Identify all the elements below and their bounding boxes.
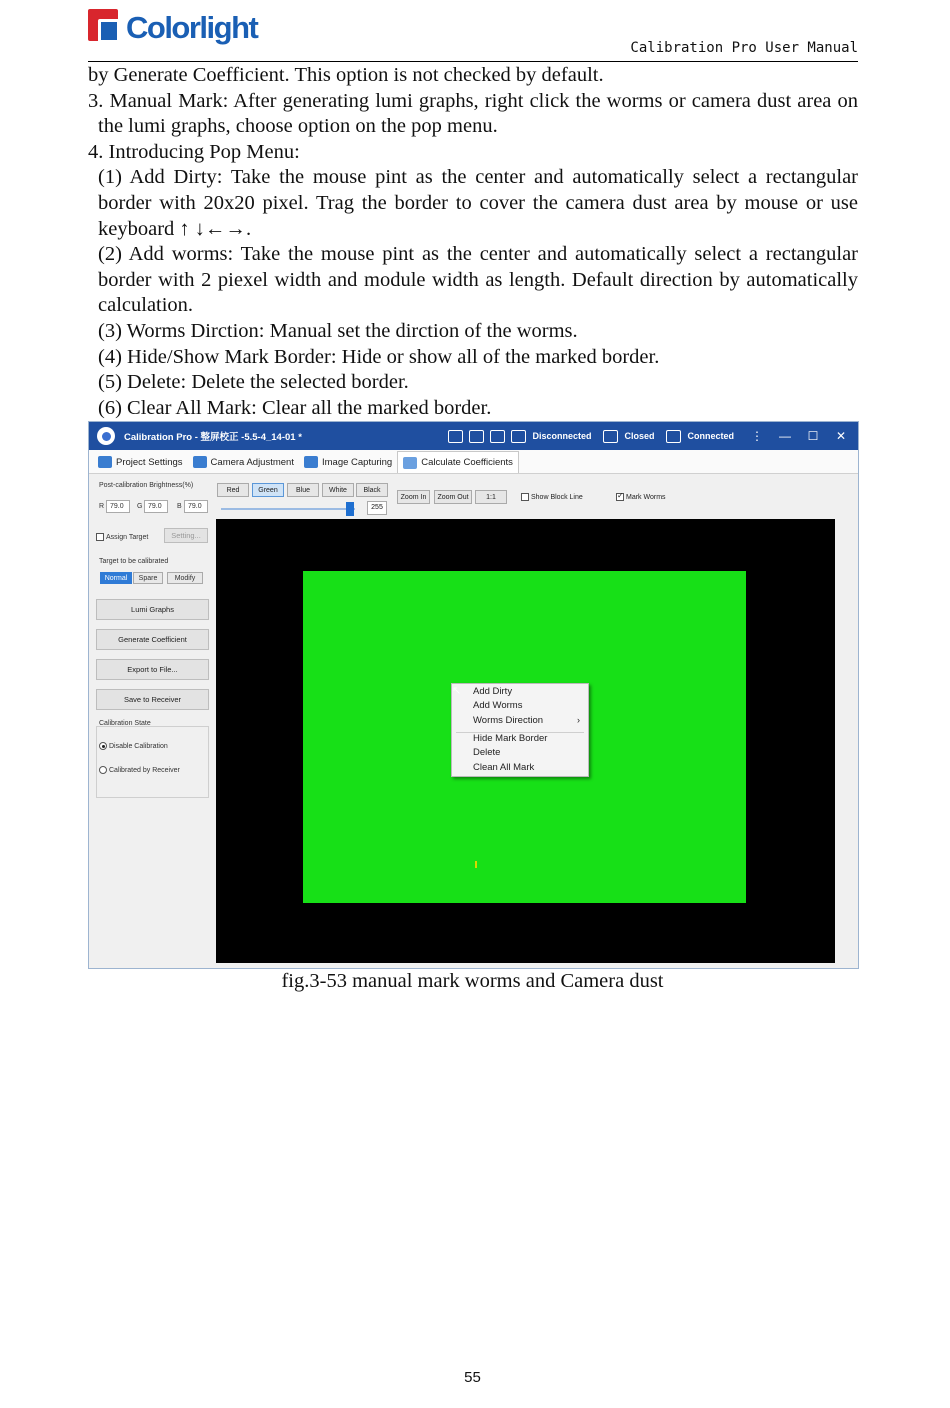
- left-panel: [94, 478, 208, 798]
- gear-icon: [98, 456, 112, 468]
- camera-adjust-icon: [193, 456, 207, 468]
- camera-icon[interactable]: [511, 430, 526, 443]
- color-red-button[interactable]: Red: [217, 483, 249, 497]
- body-text: [88, 63, 858, 421]
- mark-worms-checkbox[interactable]: ✓ Mark Worms: [616, 493, 666, 501]
- slider-value-field[interactable]: 255: [367, 501, 387, 515]
- g-value-field[interactable]: 79.0: [144, 500, 168, 513]
- header-divider: [88, 61, 858, 62]
- target-modify[interactable]: Modify: [167, 572, 203, 584]
- export-to-file-button[interactable]: Export to File...: [96, 659, 209, 680]
- color-black-button[interactable]: Black: [356, 483, 388, 497]
- port-status: Closed: [624, 431, 655, 441]
- running-header-title: Calibration Pro User Manual: [630, 40, 858, 56]
- folder-open-icon[interactable]: [469, 430, 484, 443]
- b-label: B: [177, 503, 182, 510]
- paragraph-1: by Generate Coefficient. This option is not checked by default.: [88, 64, 604, 86]
- menu-delete[interactable]: Delete: [473, 747, 501, 758]
- colorlight-logo: [88, 8, 257, 48]
- menu-hide-mark-border[interactable]: Hide Mark Border: [473, 733, 548, 744]
- brightness-slider-handle[interactable]: [346, 502, 354, 516]
- zoom-out-button[interactable]: Zoom Out: [434, 490, 472, 504]
- calculate-icon: [403, 457, 417, 469]
- close-button[interactable]: ✕: [835, 429, 847, 443]
- paragraph-3: 4. Introducing Pop Menu:: [88, 140, 300, 163]
- paragraph-8: (5) Delete: Delete the selected border.: [98, 371, 409, 394]
- target-normal[interactable]: Normal: [100, 572, 132, 584]
- mouse-cursor-icon: ↖: [452, 685, 462, 697]
- paragraph-2: 3. Manual Mark: After generating lumi graphs, right click the worms or camera dust area on the lumi graphs, choose option on the pop menu.: [88, 89, 858, 138]
- window-titlebar: [89, 422, 858, 450]
- image-icon: [304, 456, 318, 468]
- brightness-label: Post-calibration Brightness(%): [99, 482, 194, 489]
- main-tabs: [89, 450, 858, 474]
- page-number: 55: [464, 1369, 481, 1386]
- ratio-1-1-button[interactable]: 1:1: [475, 490, 507, 504]
- generate-coefficient-button[interactable]: Generate Coefficient: [96, 629, 209, 650]
- paragraph-5: (2) Add worms: Take the mouse pint as the center and automatically select a rectangular border with 2 piexel width and module width as length. Default direction by automatically calculation.: [98, 243, 858, 317]
- chevron-right-icon: ›: [577, 715, 580, 725]
- zoom-in-button[interactable]: Zoom In: [397, 490, 430, 504]
- target-spare[interactable]: Spare: [133, 572, 163, 584]
- window-title: Calibration Pro - 整屏校正 -5.5-4_14-01 *: [124, 432, 302, 443]
- logo-text: Colorlight: [126, 10, 258, 45]
- paragraph-7: (4) Hide/Show Mark Border: Hide or show all of the marked border.: [98, 345, 660, 368]
- maximize-button[interactable]: ☐: [807, 429, 819, 443]
- menu-worms-direction[interactable]: Worms Direction: [473, 715, 544, 726]
- camera-status: Disconnected: [532, 431, 592, 441]
- colorlight-logo-icon: [88, 9, 124, 47]
- color-green-button[interactable]: Green: [252, 483, 284, 497]
- r-value-field[interactable]: 79.0: [106, 500, 130, 513]
- minimize-button[interactable]: —: [779, 429, 791, 443]
- setting-button[interactable]: Setting...: [164, 528, 208, 543]
- assign-target-checkbox[interactable]: Assign Target: [96, 533, 148, 541]
- app-screenshot: [88, 421, 859, 969]
- calibrated-by-receiver-radio[interactable]: Calibrated by Receiver: [99, 766, 180, 774]
- color-white-button[interactable]: White: [322, 483, 354, 497]
- lumi-graphs-button[interactable]: Lumi Graphs: [96, 599, 209, 620]
- g-label: G: [137, 503, 143, 510]
- tab-camera-adjustment[interactable]: Camera Adjustment: [188, 451, 299, 473]
- document-icon[interactable]: [448, 430, 463, 443]
- show-block-line-checkbox[interactable]: Show Block Line: [521, 493, 583, 501]
- menu-add-dirty[interactable]: Add Dirty: [473, 686, 513, 697]
- save-to-receiver-button[interactable]: Save to Receiver: [96, 689, 209, 710]
- b-value-field[interactable]: 79.0: [184, 500, 208, 513]
- tab-image-capturing[interactable]: Image Capturing: [299, 451, 397, 473]
- figure-caption: fig.3-53 manual mark worms and Camera dust: [281, 970, 664, 992]
- app-logo-icon: [97, 427, 115, 445]
- menu-icon[interactable]: ⋮: [751, 429, 763, 443]
- paragraph-9: (6) Clear All Mark: Clear all the marked border.: [98, 396, 492, 419]
- tab-project-settings[interactable]: Project Settings: [93, 451, 188, 473]
- save-icon[interactable]: [490, 430, 505, 443]
- calibration-state-label: Calibration State: [99, 720, 151, 727]
- disable-calibration-radio[interactable]: Disable Calibration: [99, 742, 168, 750]
- paragraph-4: (1) Add Dirty: Take the mouse pint as the center and automatically select a rectangular border with 20x20 pixel. Trag the border to cover the camera dust area by mouse or use keyboard ↑ ↓←→.: [98, 166, 858, 240]
- tab-calculate-coefficients[interactable]: Calculate Coefficients: [397, 451, 519, 473]
- network-icon[interactable]: [666, 430, 681, 443]
- context-menu: [451, 683, 589, 777]
- network-status: Connected: [687, 431, 734, 441]
- calibration-state-group: [96, 726, 209, 798]
- serial-port-icon[interactable]: [603, 430, 618, 443]
- brightness-slider[interactable]: [221, 508, 355, 510]
- target-label: Target to be calibrated: [99, 558, 169, 565]
- r-label: R: [99, 503, 105, 510]
- menu-clean-all-mark[interactable]: Clean All Mark: [473, 762, 535, 773]
- menu-add-worms[interactable]: Add Worms: [473, 700, 523, 711]
- worm-mark[interactable]: [475, 861, 477, 868]
- paragraph-6: (3) Worms Dirction: Manual set the dirction of the worms.: [98, 319, 578, 342]
- color-blue-button[interactable]: Blue: [287, 483, 319, 497]
- display-canvas[interactable]: [216, 519, 835, 963]
